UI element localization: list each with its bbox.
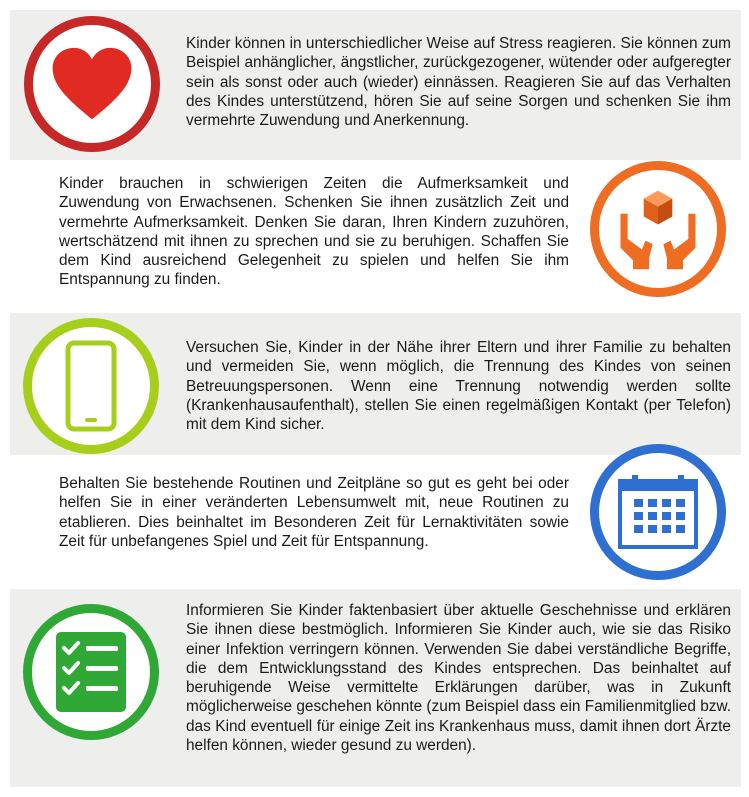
smartphone-icon bbox=[65, 340, 117, 432]
smartphone-icon-circle bbox=[23, 318, 159, 454]
checklist-icon-circle bbox=[23, 604, 159, 740]
section-routine-text: Behalten Sie bestehende Routinen und Zeitpläne so gut es geht bei oder helfen Sie in einer veränderten Lebensumwelt mit, neue Routinen zu etablieren. Dies beinhaltet im Besonderen Zeit für Lernaktivitäten sowie Zeit für unbefangenes Spiel und Zeit für Entspannung. bbox=[59, 475, 569, 550]
section-separation-text: Versuchen Sie, Kinder in der Nähe ihrer Eltern und ihrer Familie zu behalten und vermeiden Sie, wenn möglich, die Trennung des Kindes von seinen Betreuungspersonen. Wenn eine Trennung notwendig werden sollte (Krankenhausaufenthalt), stellen Sie einen regelmäßigen Kontakt (per Telefon) mit dem Kind sicher. bbox=[186, 339, 731, 434]
section-inform-text: Informieren Sie Kinder faktenbasiert über aktuelle Geschehnisse und erklären Sie ihnen diese bestmöglich. Informieren Sie Kinder auch, wie sie das Risiko einer Infektion verringern können. Verwenden Sie dabei verständliche Begriffe, die dem Entwicklungsstand des Kindes entsprechen. Das beinhaltet auf beruhigende Weise vermittelte Erklärungen darüber, was in Zukunft möglicherweise geschehen könnte (zum Beispiel dass ein Familienmitglied bzw. das Kind eventuell für einige Zeit ins Krankenhaus muss, damit ihnen dort Ärzte helfen können, wieder gesund zu werden). bbox=[186, 602, 731, 755]
calendar-icon bbox=[618, 475, 698, 549]
heart-icon-circle bbox=[24, 16, 160, 152]
section-attention-text: Kinder brauchen in schwierigen Zeiten die Aufmerksamkeit und Zuwendung von Erwachsenen. Schenken Sie ihnen zusätzlich Zeit und vermehrte Aufmerksamkeit. Denken Sie daran, Ihren Kindern zuzuhören, wertschätzend mit ihnen zu sprechen und sie zu beruhigen. Schaffen Sie dem Kind ausreichend Gelegenheit zu spielen und helfen Sie ihm Entspannung zu finden. bbox=[59, 175, 569, 289]
calendar-icon-circle bbox=[590, 444, 726, 580]
hands-box-icon-circle bbox=[590, 161, 726, 297]
heart-icon bbox=[51, 47, 133, 121]
checklist-icon bbox=[56, 632, 126, 712]
hands-box-icon bbox=[613, 187, 703, 271]
section-stress-text: Kinder können in unterschiedlicher Weise auf Stress reagieren. Sie können zum Beispiel anhänglicher, ängstlicher, zurückgezogener, wütender oder aufgeregter sein als sonst oder auch (wieder) einnässen. Reagieren Sie auf das Verhalten des Kindes unterstützend, hören Sie auf seine Sorgen und schenken Sie ihm vermehrte Zuwendung und Anerkennung. bbox=[186, 35, 731, 130]
